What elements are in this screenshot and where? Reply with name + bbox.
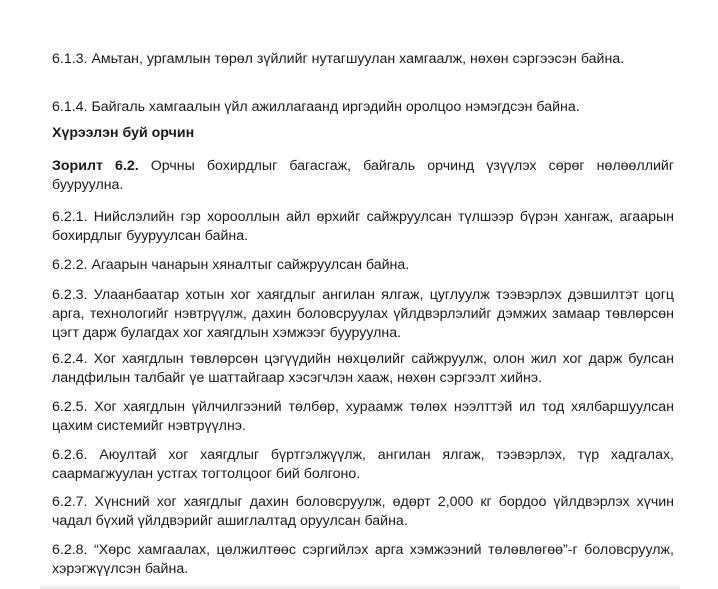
page-bottom-edge [40, 584, 680, 589]
paragraph-6-2-3: 6.2.3. Улаанбаатар хотын хог хаягдлыг ангилан ялгаж, цуглуулж тээвэрлэх дэвшилтэт цогц арга, технологийг нэвтрүүлж, дахин боловсруулах үйлдвэрлэлийг дэмжих замаар төвлөрсөн цэгт дарж булагдах хог хаягдлын хэмжээг бууруулна. [52, 287, 674, 341]
paragraph-6-2-4: 6.2.4. Хог хаягдлын төвлөрсөн цэгүүдийн нөхцөлийг сайжруулж, олон жил хог дарж булсан ландфилын талбайг үе шаттайгаар хэсэгчлэн хааж, нөхөн сэргээлт хийнэ. [52, 351, 674, 386]
paragraph-6-2-5: 6.2.5. Хог хаягдлын үйлчилгээний төлбөр, хураамж төлөх нээлттэй ил тод хялбаршуулсан цахим системийг нэвтрүүлнэ. [52, 399, 674, 434]
paragraph-6-2-8: 6.2.8. “Хөрс хамгаалах, цөлжилтөөс сэргийлэх арга хэмжээний төлөвлөгөө”-г боловсруулж, хэрэгжүүлсэн байна. [52, 542, 674, 577]
paragraph-6-2-7: 6.2.7. Хүнсний хог хаягдлыг дахин боловсруулж, өдөрт 2,000 кг бордоо үйлдвэрлэх хүчин чадал бүхий үйлдвэрийг ашиглалтад оруулсан байна. [52, 494, 674, 529]
goal-label: Зорилт 6.2. [52, 158, 139, 174]
paragraph-6-2-1: 6.2.1. Нийслэлийн гэр хорооллын айл өрхийг сайжруулсан түлшээр бүрэн хангаж, агаарын бохирдлыг бууруулсан байна. [52, 209, 674, 244]
paragraph-6-1-3: 6.1.3. Амьтан, ургамлын төрөл зүйлийг нутагшуулан хамгаалж, нөхөн сэргээсэн байна. [52, 51, 625, 67]
paragraph-6-1-4: 6.1.4. Байгаль хамгаалын үйл ажиллагаанд иргэдийн оролцоо нэмэгдсэн байна. [52, 99, 580, 115]
section-heading: Хүрээлэн буй орчин [52, 125, 195, 141]
paragraph-6-2-2: 6.2.2. Агаарын чанарын хяналтыг сайжруулсан байна. [52, 257, 410, 273]
goal-6-2 [52, 157, 674, 195]
paragraph-6-2-6: 6.2.6. Аюултай хог хаягдлыг бүртгэлжүүлж, ангилан ялгаж, тээвэрлэх, түр хадгалах, саармагжуулан устгах тогтолцоог бий болгоно. [52, 447, 674, 482]
goal-text: Орчны бохирдлыг багасгаж, байгаль орчинд үзүүлэх сөрөг нөлөөллийг бууруулна. [52, 158, 674, 193]
